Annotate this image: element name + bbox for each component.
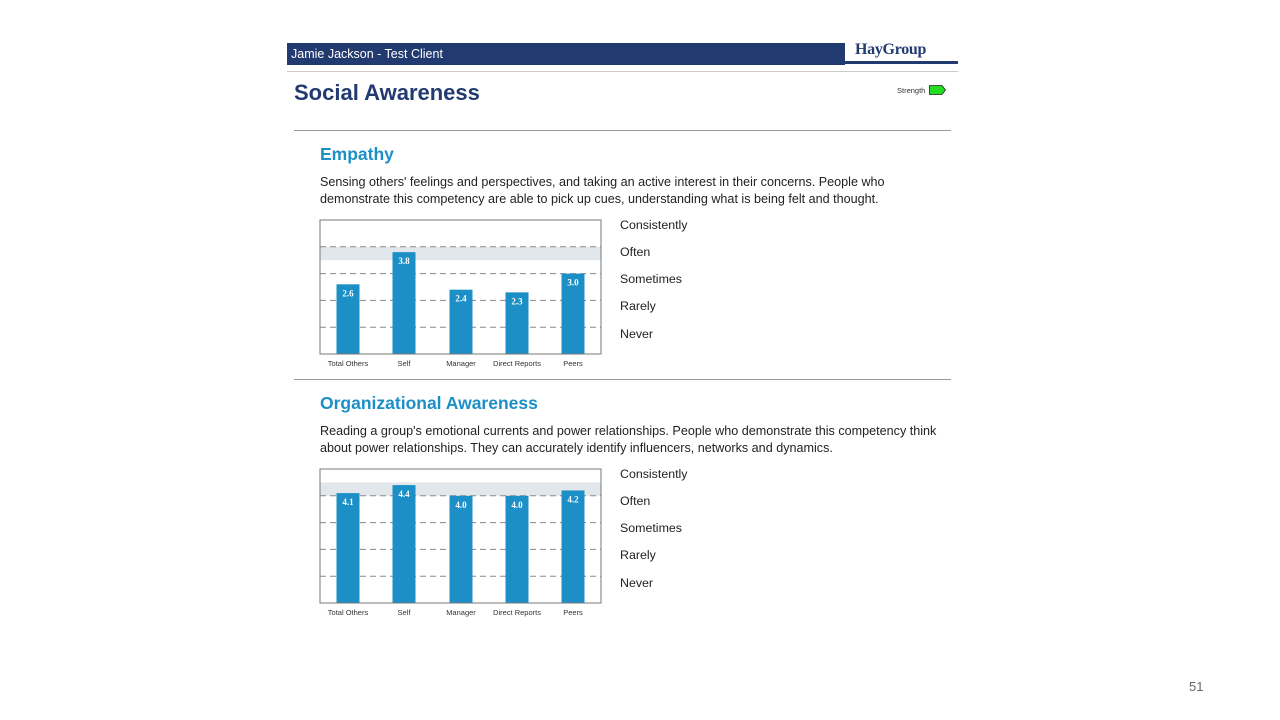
data-label: 2.3: [511, 296, 523, 307]
category-label: Self: [397, 608, 411, 617]
legend-label: Strength: [897, 85, 926, 95]
data-label: 2.6: [342, 288, 354, 299]
category-label: Manager: [446, 608, 476, 617]
category-label: Total Others: [327, 359, 369, 368]
section-title-organizational-awareness: Organizational Awareness: [320, 393, 538, 413]
page-number: 51: [1189, 679, 1204, 694]
category-label: Total Others: [327, 608, 369, 617]
data-label: 3.8: [398, 256, 410, 267]
data-label: 4.0: [455, 499, 467, 510]
data-label: 3.0: [567, 277, 579, 288]
scale-label-consistently: Consistently: [620, 218, 688, 232]
section-description-empathy: Sensing others' feelings and perspectives, and taking an active interest in their concerns. People who demonstrate this competency are able to pick up cues, understanding what is being felt and thought.: [320, 175, 885, 206]
bar-direct-reports: [506, 496, 529, 603]
scale-label-sometimes: Sometimes: [620, 521, 682, 535]
scale-label-rarely: Rarely: [620, 548, 656, 562]
category-label: Direct Reports: [493, 359, 541, 368]
category-label: Self: [397, 359, 411, 368]
haygroup-logo: HayGroup: [855, 41, 927, 58]
category-label: Peers: [563, 359, 583, 368]
section-title-empathy: Empathy: [320, 144, 394, 164]
header-underline: [287, 61, 958, 64]
organizational-awareness-bar-chart: [300, 464, 610, 624]
empathy-bar-chart: [300, 215, 610, 375]
scale-label-often: Often: [620, 245, 651, 259]
section-divider: [294, 130, 951, 131]
strength-legend: [897, 85, 946, 95]
data-label: 4.1: [342, 497, 354, 508]
category-label: Manager: [446, 359, 476, 368]
category-label: Direct Reports: [493, 608, 541, 617]
top-divider: [287, 71, 958, 72]
data-label: 2.4: [455, 293, 467, 304]
section-divider: [294, 379, 951, 380]
category-label: Peers: [563, 608, 583, 617]
data-label: 4.0: [511, 499, 523, 510]
scale-label-never: Never: [620, 327, 654, 341]
section-description-organizational-awareness: Reading a group's emotional currents and power relationships. People who demonstrate this competency think about power relationships. They can accurately identify influencers, networks and dynamics.: [320, 424, 937, 455]
bar-self: [393, 252, 416, 354]
bar-peers: [562, 490, 585, 603]
bar-manager: [450, 496, 473, 603]
scale-label-rarely: Rarely: [620, 299, 656, 313]
bar-total-others: [337, 493, 360, 603]
scale-label-never: Never: [620, 576, 654, 590]
scale-label-consistently: Consistently: [620, 467, 688, 481]
scale-label-sometimes: Sometimes: [620, 272, 682, 286]
bar-self: [393, 485, 416, 603]
data-label: 4.2: [567, 494, 579, 505]
target-band: [320, 247, 601, 260]
strength-arrow-icon: [929, 85, 946, 95]
scale-label-often: Often: [620, 494, 651, 508]
client-name: Jamie Jackson - Test Client: [291, 47, 443, 61]
page-title: Social Awareness: [294, 80, 480, 105]
data-label: 4.4: [398, 489, 410, 500]
target-band: [320, 482, 601, 495]
